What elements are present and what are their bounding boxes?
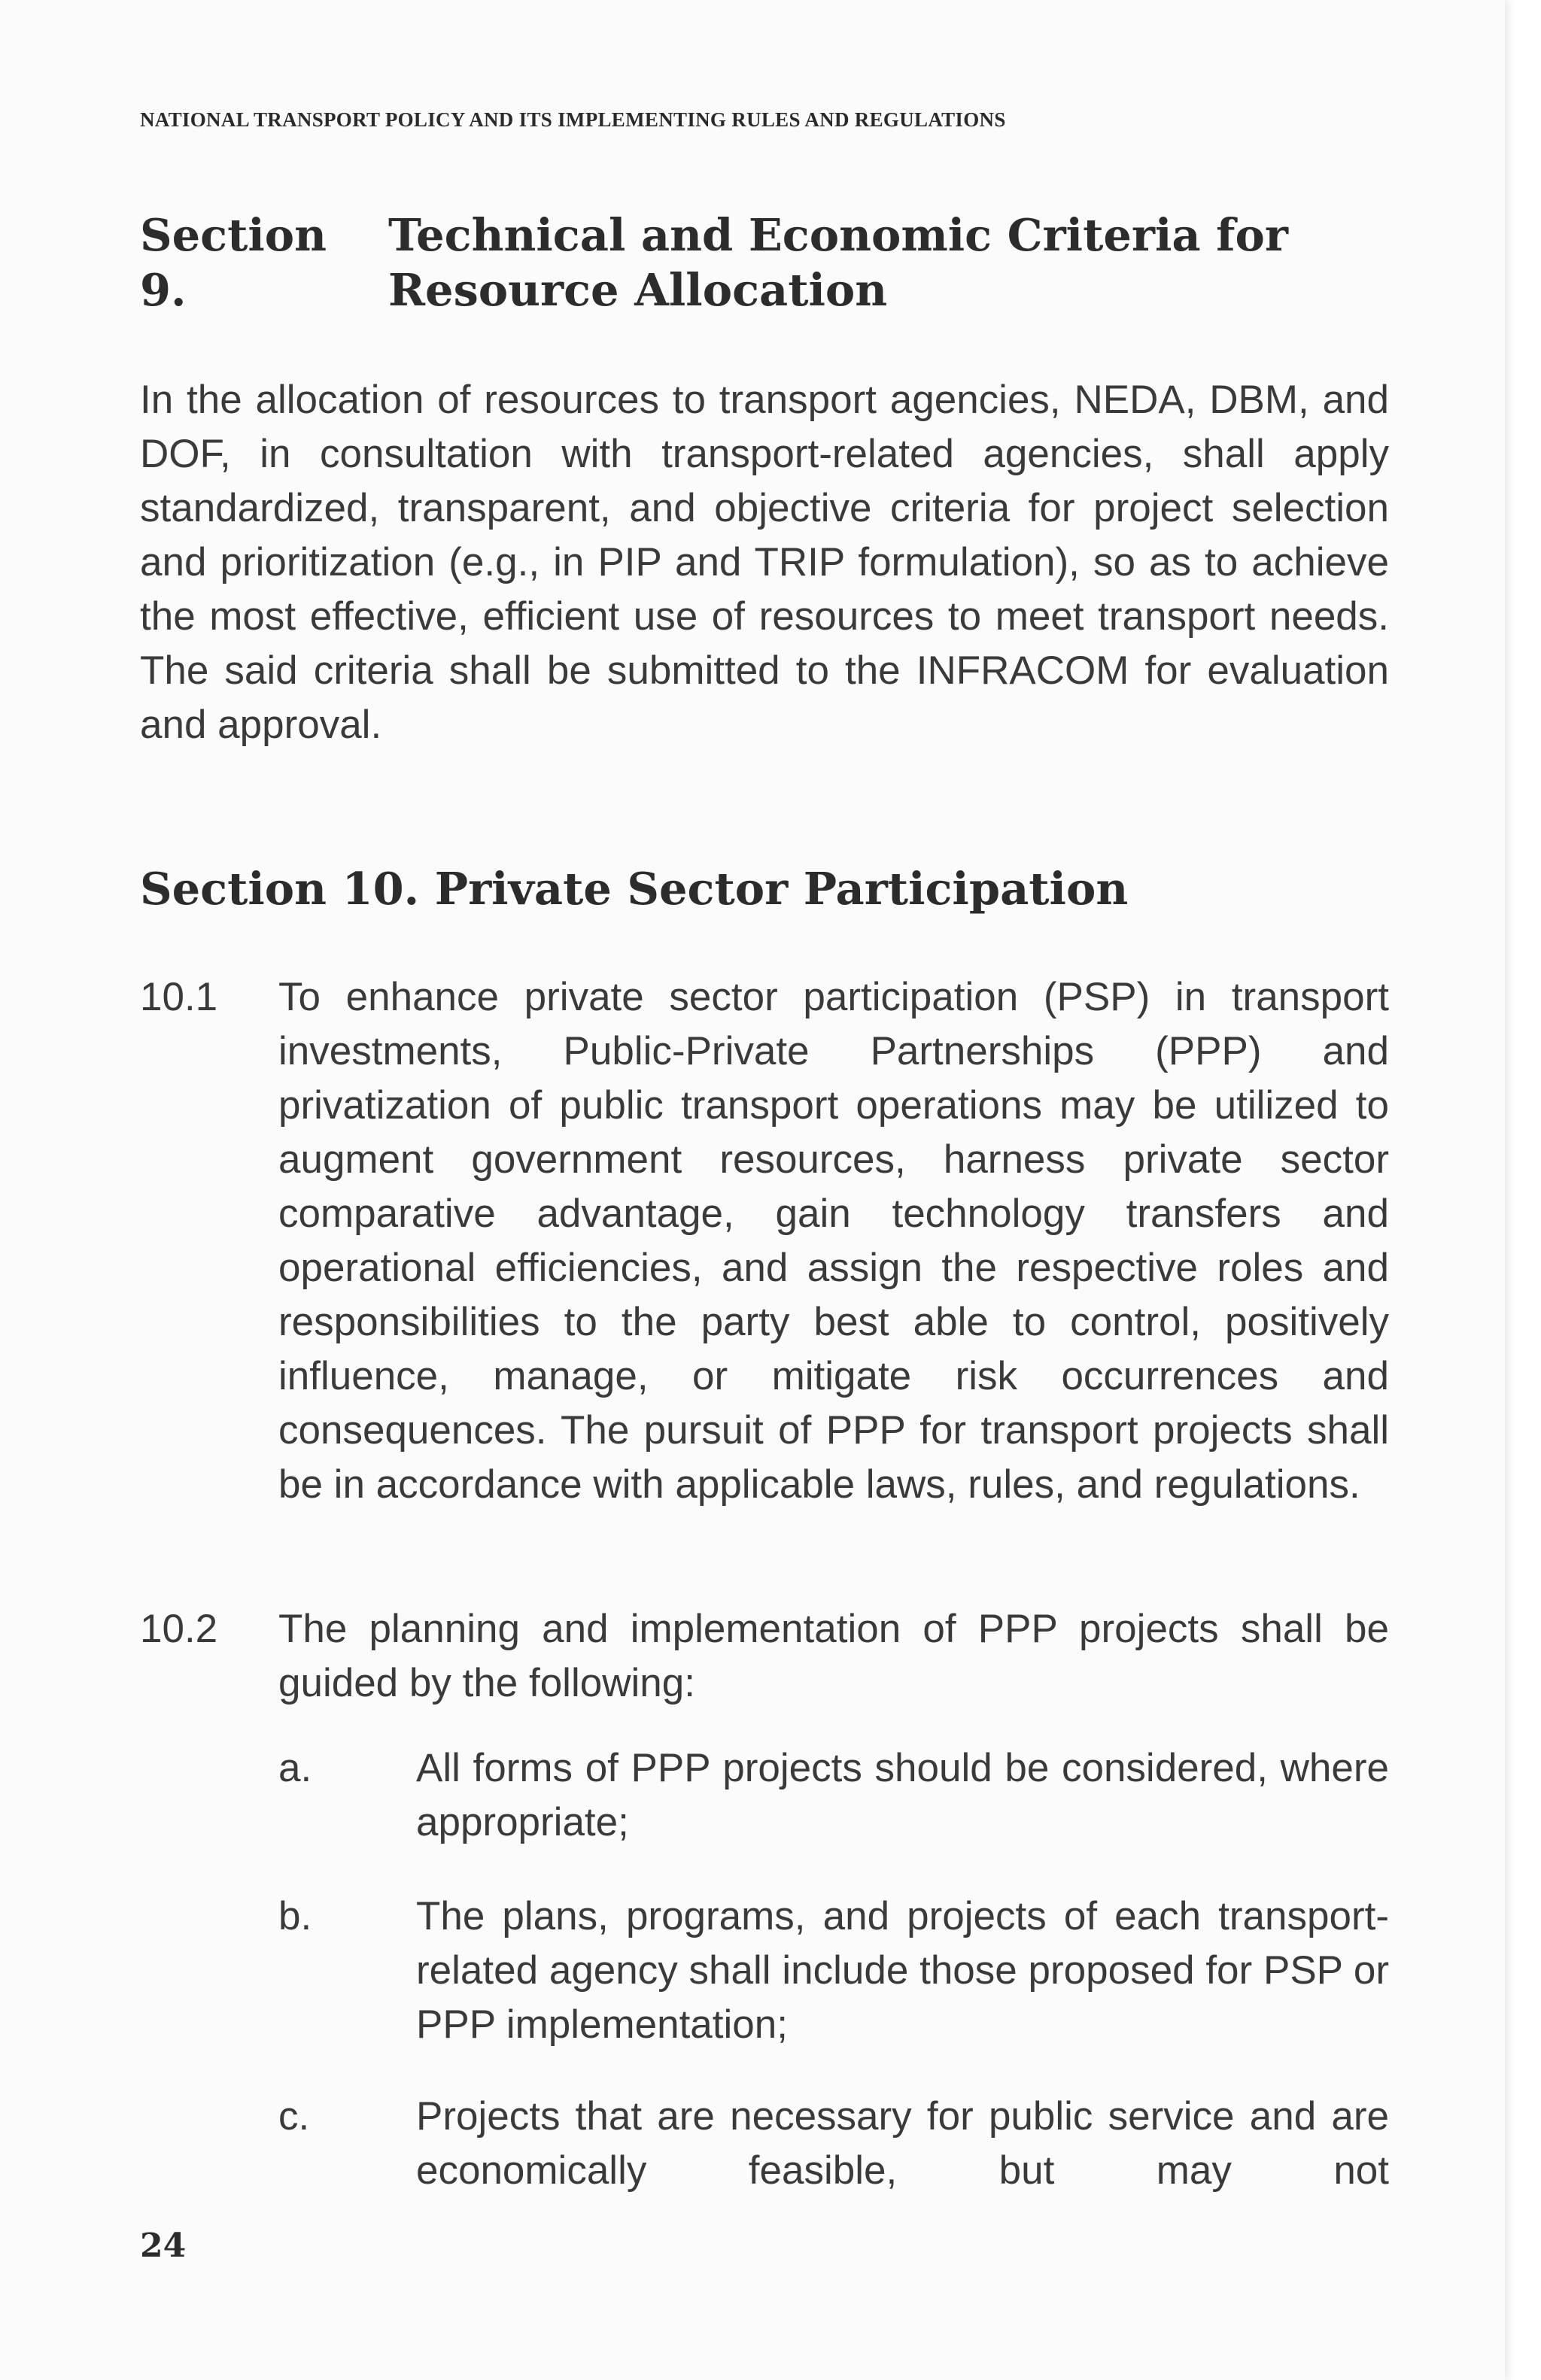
item-text-10-1: To enhance private sector participation (PSP) in transport investments, Public-Private Partnerships (PPP) and privatization of public transport operations may be utilized to augment government resources, harness private sector comparative advantage, gain technology transfers and operational efficiencies, and assign the respective roles and responsibilities to the party best able to control, positively influence, manage, or mitigate risk occurrences and consequences. The pursuit of PPP for transport projects shall be in accordance with applicable laws, rules, and regulations.: [278, 975, 1389, 1507]
subitem-text-a: All forms of PPP projects should be considered, where appropriate;: [416, 1746, 1389, 1844]
section-9-number: Section 9.: [140, 209, 327, 316]
section-10-heading: Section 10. Private Sector Participation: [140, 863, 1129, 915]
page-number: 24: [140, 2227, 187, 2265]
item-text-10-2: The planning and implementation of PPP projects shall be guided by the following:: [278, 1607, 1389, 1705]
item-number-10-2: 10.2: [140, 1607, 218, 1651]
subitem-letter-b: b.: [278, 1894, 312, 1938]
subitem-text-b: The plans, programs, and projects of each transport-related agency shall include those proposed for PSP or PPP implementation;: [416, 1894, 1389, 2047]
item-number-10-1: 10.1: [140, 975, 218, 1019]
subitem-text-c: Projects that are necessary for public service and are economically feasible, but may not: [416, 2094, 1389, 2193]
section-9-title: Technical and Economic Criteria for Resource Allocation: [388, 209, 1288, 316]
running-header: NATIONAL TRANSPORT POLICY AND ITS IMPLEMENTING RULES AND REGULATIONS: [140, 108, 1006, 131]
section-9-body: In the allocation of resources to transport agencies, NEDA, DBM, and DOF, in consultation with transport-related agencies, shall apply standardized, transparent, and objective criteria for project selection and prioritization (e.g., in PIP and TRIP formulation), so as to achieve the most effective, efficient use of resources to meet transport needs. The said criteria shall be submitted to the INFRACOM for evaluation and approval.: [140, 378, 1389, 747]
subitem-letter-c: c.: [278, 2094, 310, 2139]
section-9-heading: [140, 208, 1321, 317]
subitem-letter-a: a.: [278, 1746, 312, 1790]
